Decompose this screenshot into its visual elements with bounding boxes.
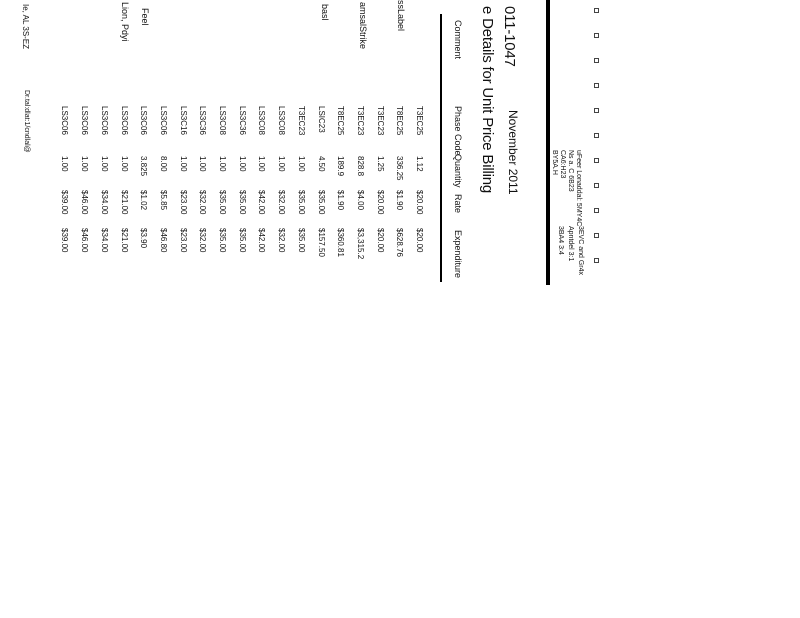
- column-rule: [440, 14, 442, 282]
- cell-quantity: 828.8: [355, 156, 365, 177]
- edge-mark: [594, 58, 599, 63]
- cell-expenditure: $23.00: [178, 228, 188, 253]
- cell-phase-code: LS3C06: [80, 106, 90, 135]
- cell-quantity: 1.00: [237, 156, 247, 172]
- edge-mark: [594, 208, 599, 213]
- cell-rate: $35.00: [237, 190, 247, 215]
- edge-mark: [594, 108, 599, 113]
- cell-phase-code: T3EC23: [296, 106, 306, 136]
- cell-expenditure: $32.00: [198, 228, 208, 253]
- cell-rate: $42.00: [257, 190, 267, 215]
- cell-rate: $21.00: [119, 190, 129, 215]
- cell-expenditure: $42.00: [257, 228, 267, 253]
- info-line: 3BA4 3:4: [557, 226, 564, 255]
- cell-quantity: 1.00: [80, 156, 90, 172]
- edge-mark: [594, 33, 599, 38]
- cell-expenditure: $32.00: [277, 228, 287, 253]
- cell-rate: $20.00: [375, 190, 385, 215]
- info-line: BY5A.H: [551, 150, 558, 175]
- cell-phase-code: LS3C36: [198, 106, 208, 135]
- cell-rate: $39.00: [60, 190, 70, 215]
- info-line: CA6:H23: [559, 150, 566, 179]
- cell-expenditure: $3.90: [139, 228, 149, 249]
- cell-quantity: 1.00: [296, 156, 306, 172]
- cell-quantity: 1.00: [99, 156, 109, 172]
- cell-rate: $1.90: [395, 190, 405, 211]
- cell-quantity: 1.25: [375, 156, 385, 172]
- cell-expenditure: $20.00: [415, 228, 424, 253]
- edge-mark: [594, 183, 599, 188]
- edge-mark: [594, 133, 599, 138]
- cell-phase-code: LSIC23: [316, 106, 326, 133]
- cell-expenditure: $35.00: [218, 228, 227, 253]
- cell-quantity: 3.825: [139, 156, 149, 177]
- edge-mark: [594, 83, 599, 88]
- cell-phase-code: LS3C06: [60, 106, 70, 135]
- cell-quantity: 1.00: [119, 156, 129, 172]
- cell-expenditure: $35.00: [237, 228, 247, 253]
- cell-expenditure: $35.00: [296, 228, 306, 253]
- col-comment: Comment: [453, 20, 463, 60]
- info-line: uFeer Lonaddal: 5MY4C: [575, 150, 582, 227]
- cell-quantity: 4.50: [316, 156, 326, 172]
- cell-rate: $1.90: [336, 190, 346, 211]
- cell-expenditure: $360.81: [336, 228, 346, 257]
- info-line: Apntdel 3:1: [567, 226, 574, 262]
- edge-mark: [594, 8, 599, 13]
- cell-phase-code: LS3C08: [218, 106, 227, 135]
- cell-phase-code: LS3C06: [158, 106, 168, 135]
- cell-rate: $20.00: [415, 190, 424, 215]
- cell-rate: $35.00: [316, 190, 326, 215]
- job-number: 011-1047: [501, 6, 518, 67]
- cell-expenditure: $21.00: [119, 228, 129, 253]
- cell-phase-code: LS3C16: [178, 106, 188, 135]
- page-heading: e Details for Unit Price Billing: [479, 6, 496, 194]
- cell-phase-code: LS3C08: [277, 106, 287, 135]
- left-label: ssLabel: [396, 0, 406, 32]
- edge-mark: [594, 158, 599, 163]
- info-line: Ns a. C 6B23: [567, 150, 574, 192]
- cell-expenditure: $34.00: [99, 228, 109, 253]
- col-phase-code: Phase Code: [453, 106, 463, 156]
- cell-phase-code: T3EC23: [375, 106, 385, 136]
- cell-expenditure: $39.00: [60, 228, 70, 253]
- col-rate: Rate: [453, 194, 463, 214]
- cell-expenditure: $157.50: [316, 228, 326, 257]
- cell-phase-code: T3EC25: [415, 106, 424, 136]
- cell-rate: $4.00: [355, 190, 365, 211]
- cell-expenditure: $46.80: [158, 228, 168, 253]
- cell-expenditure: $628.76: [395, 228, 405, 257]
- cell-phase-code: LS3C08: [257, 106, 267, 135]
- cell-phase-code: LS3C36: [237, 106, 247, 135]
- col-quantity: Quantity: [453, 154, 463, 188]
- cell-quantity: 189.9: [336, 156, 346, 177]
- billing-period: November 2011: [506, 110, 520, 195]
- footnote: Dr.tal:dlat:1/cndlal@: [23, 90, 30, 153]
- cell-rate: $46.00: [80, 190, 90, 215]
- cell-rate: $1.02: [139, 190, 149, 211]
- cell-rate: $35.00: [218, 190, 227, 215]
- col-expenditure: Expenditure: [453, 230, 463, 279]
- cell-quantity: 8.00: [158, 156, 168, 172]
- cell-quantity: 1.00: [277, 156, 287, 172]
- cell-phase-code: T8EC25: [336, 106, 346, 136]
- cell-phase-code: T3EC23: [355, 106, 365, 136]
- cell-rate: $34.00: [99, 190, 109, 215]
- left-label: Ie, AL 3S-EZ: [21, 4, 30, 50]
- cell-phase-code: LS3C06: [99, 106, 109, 135]
- cell-rate: $35.00: [296, 190, 306, 215]
- left-label: amsalStrike: [358, 2, 368, 50]
- cell-phase-code: LS3C06: [119, 106, 129, 135]
- cell-phase-code: LS3C06: [139, 106, 149, 135]
- left-label: Lion, Pdyi: [120, 2, 130, 42]
- cell-expenditure: $46.00: [80, 228, 90, 253]
- cell-quantity: 1.00: [198, 156, 208, 172]
- cell-rate: $23.00: [178, 190, 188, 215]
- left-label: Feel: [140, 8, 150, 26]
- edge-mark: [594, 258, 599, 263]
- cell-rate: $32.00: [277, 190, 287, 215]
- header-rule: [546, 0, 550, 285]
- cell-rate: $5.85: [158, 190, 168, 211]
- cell-quantity: 1.00: [178, 156, 188, 172]
- cell-expenditure: $20.00: [375, 228, 385, 253]
- cell-quantity: 1.00: [218, 156, 227, 172]
- info-line: 3EVC and Gr4x: [577, 226, 584, 276]
- cell-quantity: 336.25: [395, 156, 405, 181]
- cell-quantity: 1.00: [257, 156, 267, 172]
- edge-mark: [594, 233, 599, 238]
- cell-expenditure: $3,315.2: [355, 228, 365, 260]
- cell-rate: $32.00: [198, 190, 208, 215]
- cell-quantity: 1.12: [415, 156, 424, 172]
- cell-quantity: 1.00: [60, 156, 70, 172]
- cell-phase-code: T8EC25: [395, 106, 405, 136]
- left-label: basl: [320, 4, 330, 21]
